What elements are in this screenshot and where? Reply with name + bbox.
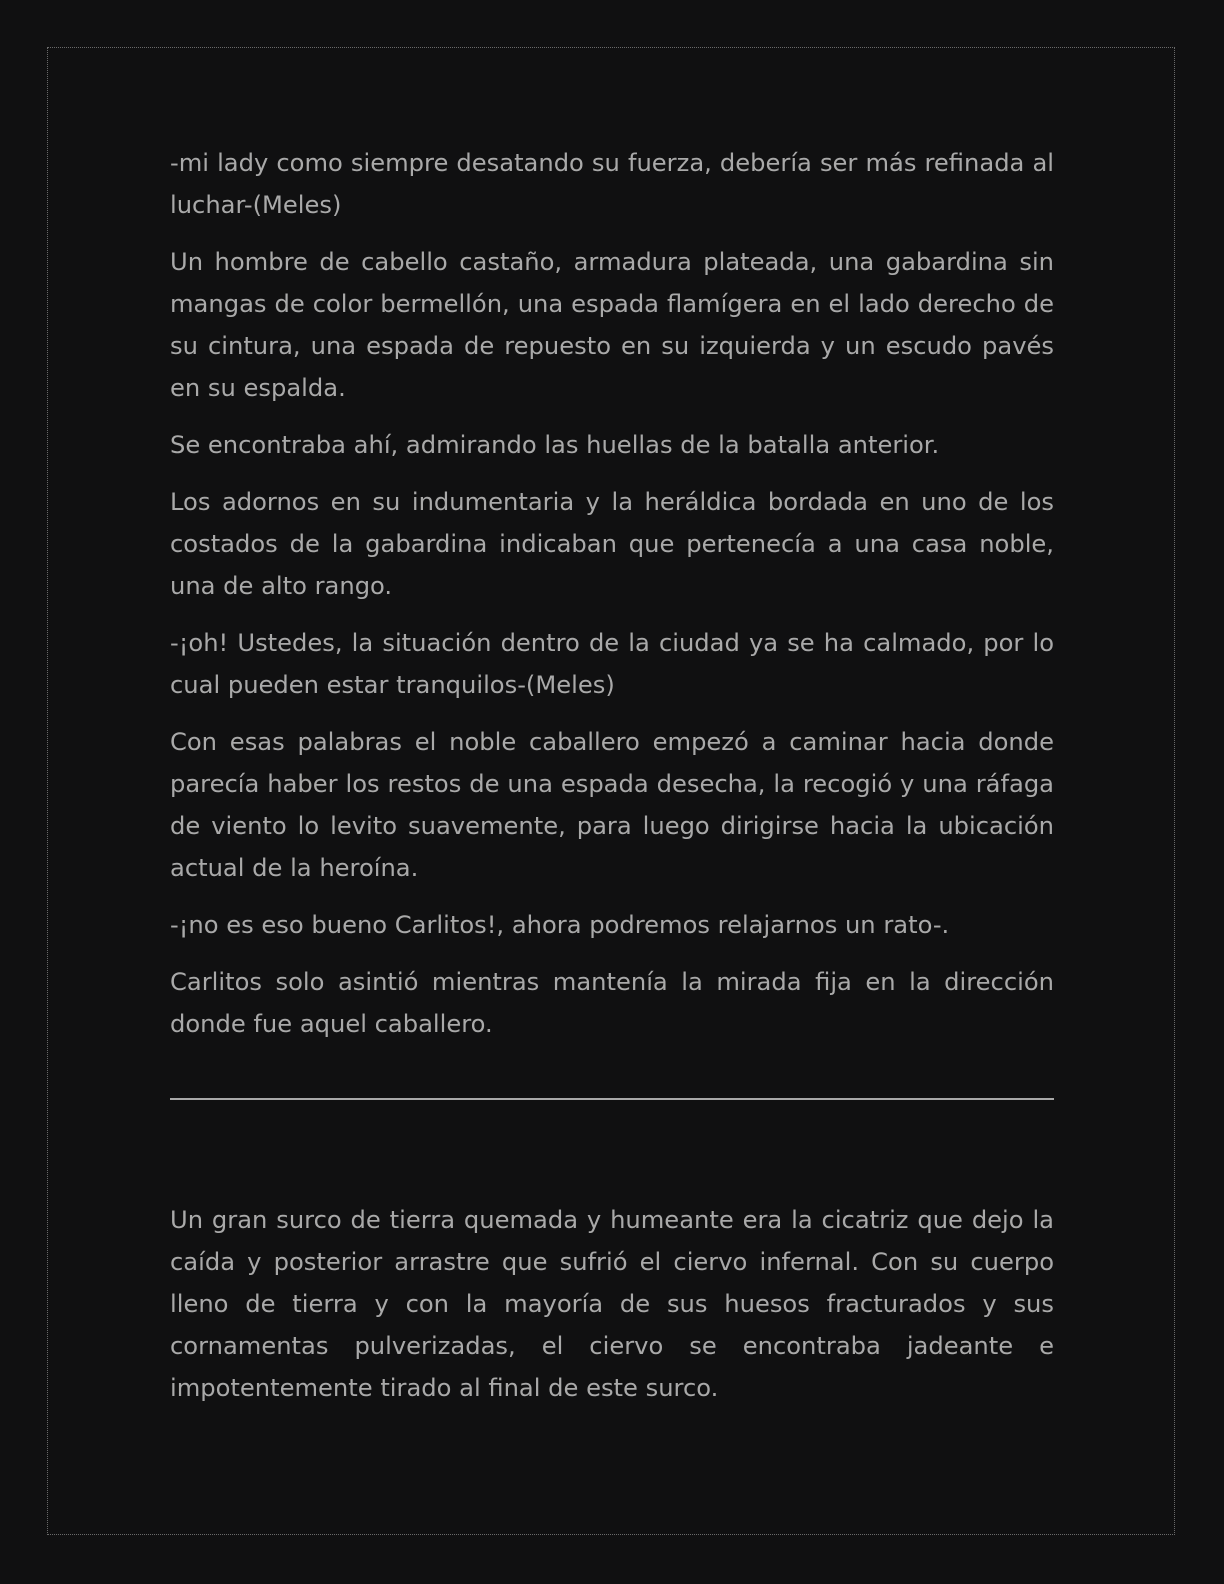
paragraph: -¡oh! Ustedes, la situación dentro de la ciudad ya se ha calmado, por lo cual pueden estar tranquilos-(Meles) xyxy=(170,629,1054,699)
section-divider xyxy=(170,1098,1054,1100)
paragraph: Un hombre de cabello castaño, armadura plateada, una gabardina sin mangas de color bermellón, una espada flamígera en el lado derecho de su cintura, una espada de repuesto en su izquierda y un escudo pavés en su espalda. xyxy=(170,248,1054,402)
paragraph: -¡no es eso bueno Carlitos!, ahora podremos relajarnos un rato-. xyxy=(170,911,950,939)
paragraph: Se encontraba ahí, admirando las huellas de la batalla anterior. xyxy=(170,431,940,459)
document-body xyxy=(170,142,1054,1424)
section-after-break xyxy=(170,1199,1054,1409)
paragraph: Con esas palabras el noble caballero empezó a caminar hacia donde parecía haber los restos de una espada desecha, la recogió y una ráfaga de viento lo levito suavemente, para luego dirigirse hacia la ubicación actual de la heroína. xyxy=(170,728,1054,882)
paragraph: Carlitos solo asintió mientras mantenía la mirada fija en la dirección donde fue aquel caballero. xyxy=(170,968,1054,1038)
paragraph: Un gran surco de tierra quemada y humeante era la cicatriz que dejo la caída y posterior arrastre que sufrió el ciervo infernal. Con su cuerpo lleno de tierra y con la mayoría de sus huesos fracturados y sus cornamentas pulverizadas, el ciervo se encontraba jadeante e impotentemente tirado al final de este surco. xyxy=(170,1206,1054,1402)
paragraph: Los adornos en su indumentaria y la heráldica bordada en uno de los costados de la gabardina indicaban que pertenecía a una casa noble, una de alto rango. xyxy=(170,488,1054,600)
paragraph: -mi lady como siempre desatando su fuerza, debería ser más refinada al luchar-(Meles) xyxy=(170,149,1054,219)
